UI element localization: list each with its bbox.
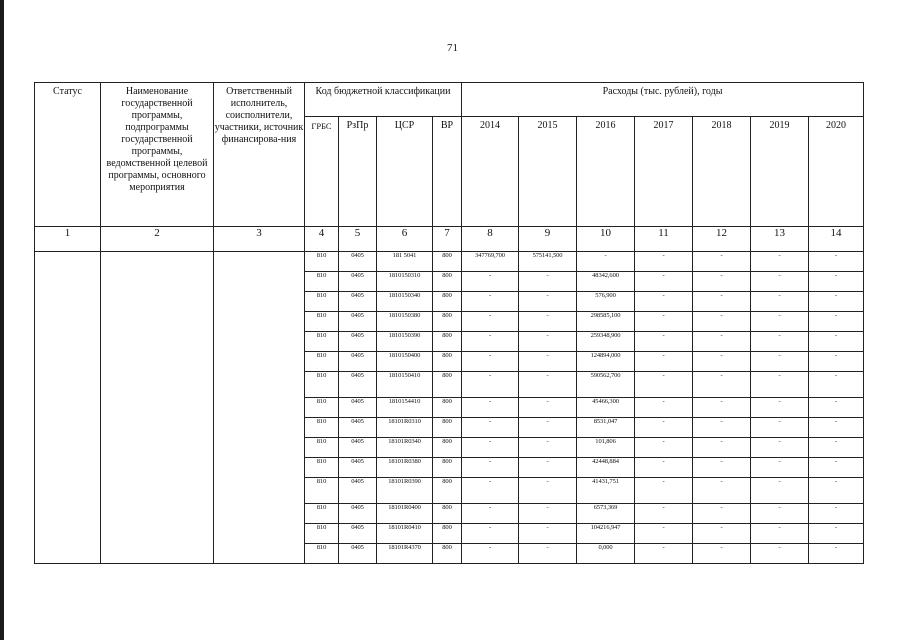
status-cell xyxy=(35,252,101,564)
grbs-cell: 810 xyxy=(305,418,339,438)
value-2018: - xyxy=(693,544,751,564)
vr-cell: 800 xyxy=(433,398,462,418)
header-year-2014: 2014 xyxy=(462,117,519,227)
value-2015: 575141,500 xyxy=(519,252,577,272)
rzpr-cell: 0405 xyxy=(339,438,377,458)
value-2017: - xyxy=(635,352,693,372)
table-row xyxy=(35,252,864,272)
header-grbs: ГРБС xyxy=(305,117,339,227)
csr-cell: 1810150400 xyxy=(377,352,433,372)
value-2014: - xyxy=(462,292,519,312)
value-2014: - xyxy=(462,332,519,352)
vr-cell: 800 xyxy=(433,372,462,398)
header-budget-code: Код бюджетной классификации xyxy=(305,83,462,117)
csr-cell: 1810150340 xyxy=(377,292,433,312)
value-2015: - xyxy=(519,332,577,352)
value-2018: - xyxy=(693,332,751,352)
vr-cell: 800 xyxy=(433,418,462,438)
scan-edge-bar xyxy=(0,0,4,640)
value-2018: - xyxy=(693,504,751,524)
value-2015: - xyxy=(519,398,577,418)
rzpr-cell: 0405 xyxy=(339,352,377,372)
header-year-2017: 2017 xyxy=(635,117,693,227)
column-number: 8 xyxy=(462,227,519,252)
value-2019: - xyxy=(751,418,809,438)
vr-cell: 800 xyxy=(433,312,462,332)
grbs-cell: 810 xyxy=(305,504,339,524)
value-2020: - xyxy=(809,458,864,478)
value-2014: - xyxy=(462,272,519,292)
grbs-cell: 810 xyxy=(305,272,339,292)
value-2018: - xyxy=(693,372,751,398)
column-number: 6 xyxy=(377,227,433,252)
value-2018: - xyxy=(693,478,751,504)
value-2020: - xyxy=(809,478,864,504)
value-2018: - xyxy=(693,524,751,544)
csr-cell: 18101R0310 xyxy=(377,418,433,438)
value-2017: - xyxy=(635,332,693,352)
value-2016: 0,000 xyxy=(577,544,635,564)
value-2015: - xyxy=(519,372,577,398)
value-2017: - xyxy=(635,458,693,478)
value-2015: - xyxy=(519,352,577,372)
value-2016: 104216,947 xyxy=(577,524,635,544)
grbs-cell: 810 xyxy=(305,524,339,544)
grbs-cell: 810 xyxy=(305,292,339,312)
csr-cell: 18101R0400 xyxy=(377,504,433,524)
header-executor: Ответственный исполнитель, соисполнители, участники, источник финансирова-ния xyxy=(214,83,305,227)
value-2014: - xyxy=(462,372,519,398)
column-number: 1 xyxy=(35,227,101,252)
value-2017: - xyxy=(635,478,693,504)
csr-cell: 18101R0340 xyxy=(377,438,433,458)
grbs-cell: 810 xyxy=(305,312,339,332)
csr-cell: 18101R0390 xyxy=(377,478,433,504)
value-2018: - xyxy=(693,292,751,312)
program-name-cell xyxy=(101,252,214,564)
value-2020: - xyxy=(809,524,864,544)
header-vr: ВР xyxy=(433,117,462,227)
value-2014: - xyxy=(462,418,519,438)
value-2015: - xyxy=(519,544,577,564)
rzpr-cell: 0405 xyxy=(339,524,377,544)
vr-cell: 800 xyxy=(433,478,462,504)
executor-cell xyxy=(214,252,305,564)
rzpr-cell: 0405 xyxy=(339,398,377,418)
value-2015: - xyxy=(519,504,577,524)
value-2018: - xyxy=(693,252,751,272)
value-2020: - xyxy=(809,272,864,292)
vr-cell: 800 xyxy=(433,458,462,478)
header-csr: ЦСР xyxy=(377,117,433,227)
value-2016: 8531,047 xyxy=(577,418,635,438)
value-2014: - xyxy=(462,352,519,372)
csr-cell: 1810154410 xyxy=(377,398,433,418)
value-2018: - xyxy=(693,438,751,458)
rzpr-cell: 0405 xyxy=(339,252,377,272)
value-2020: - xyxy=(809,398,864,418)
value-2016: - xyxy=(577,252,635,272)
column-number: 5 xyxy=(339,227,377,252)
value-2019: - xyxy=(751,544,809,564)
column-number-row xyxy=(35,227,864,252)
value-2014: - xyxy=(462,438,519,458)
column-number: 14 xyxy=(809,227,864,252)
grbs-cell: 810 xyxy=(305,478,339,504)
value-2018: - xyxy=(693,458,751,478)
header-expenses: Расходы (тыс. рублей), годы xyxy=(462,83,864,117)
value-2019: - xyxy=(751,398,809,418)
grbs-cell: 810 xyxy=(305,332,339,352)
vr-cell: 800 xyxy=(433,524,462,544)
csr-cell: 18101R4370 xyxy=(377,544,433,564)
header-rzpr: РзПр xyxy=(339,117,377,227)
value-2019: - xyxy=(751,332,809,352)
value-2019: - xyxy=(751,438,809,458)
column-number: 10 xyxy=(577,227,635,252)
csr-cell: 18101R0410 xyxy=(377,524,433,544)
value-2019: - xyxy=(751,372,809,398)
value-2020: - xyxy=(809,292,864,312)
column-number: 7 xyxy=(433,227,462,252)
value-2020: - xyxy=(809,438,864,458)
table-body xyxy=(35,252,864,564)
value-2020: - xyxy=(809,352,864,372)
value-2020: - xyxy=(809,544,864,564)
value-2017: - xyxy=(635,524,693,544)
value-2019: - xyxy=(751,292,809,312)
value-2019: - xyxy=(751,252,809,272)
value-2018: - xyxy=(693,398,751,418)
value-2016: 42448,884 xyxy=(577,458,635,478)
grbs-cell: 810 xyxy=(305,458,339,478)
grbs-cell: 810 xyxy=(305,252,339,272)
value-2018: - xyxy=(693,352,751,372)
value-2015: - xyxy=(519,272,577,292)
column-number: 2 xyxy=(101,227,214,252)
value-2018: - xyxy=(693,418,751,438)
value-2019: - xyxy=(751,478,809,504)
value-2017: - xyxy=(635,418,693,438)
value-2017: - xyxy=(635,398,693,418)
header-year-2016: 2016 xyxy=(577,117,635,227)
header-year-2018: 2018 xyxy=(693,117,751,227)
value-2014: - xyxy=(462,458,519,478)
vr-cell: 800 xyxy=(433,332,462,352)
value-2016: 45466,300 xyxy=(577,398,635,418)
header-year-2020: 2020 xyxy=(809,117,864,227)
value-2019: - xyxy=(751,312,809,332)
csr-cell: 1810150410 xyxy=(377,372,433,398)
value-2017: - xyxy=(635,372,693,398)
value-2018: - xyxy=(693,312,751,332)
value-2016: 124894,000 xyxy=(577,352,635,372)
value-2015: - xyxy=(519,418,577,438)
value-2020: - xyxy=(809,504,864,524)
value-2016: 298585,100 xyxy=(577,312,635,332)
value-2017: - xyxy=(635,252,693,272)
vr-cell: 800 xyxy=(433,352,462,372)
column-number: 13 xyxy=(751,227,809,252)
rzpr-cell: 0405 xyxy=(339,372,377,398)
value-2020: - xyxy=(809,332,864,352)
grbs-cell: 810 xyxy=(305,544,339,564)
value-2019: - xyxy=(751,504,809,524)
column-number: 12 xyxy=(693,227,751,252)
value-2015: - xyxy=(519,478,577,504)
value-2014: - xyxy=(462,478,519,504)
budget-table xyxy=(34,82,864,564)
header-program-name: Наименование государственной программы, подпрограммы государственной программы, ведомственной целевой программы, основного мероприятия xyxy=(101,83,214,227)
value-2017: - xyxy=(635,292,693,312)
rzpr-cell: 0405 xyxy=(339,544,377,564)
vr-cell: 800 xyxy=(433,504,462,524)
value-2017: - xyxy=(635,312,693,332)
vr-cell: 800 xyxy=(433,252,462,272)
value-2020: - xyxy=(809,312,864,332)
value-2014: - xyxy=(462,398,519,418)
value-2019: - xyxy=(751,524,809,544)
header-year-2015: 2015 xyxy=(519,117,577,227)
value-2014: - xyxy=(462,524,519,544)
value-2016: 576,900 xyxy=(577,292,635,312)
value-2016: 259348,900 xyxy=(577,332,635,352)
value-2017: - xyxy=(635,272,693,292)
rzpr-cell: 0405 xyxy=(339,418,377,438)
value-2015: - xyxy=(519,312,577,332)
value-2014: - xyxy=(462,544,519,564)
csr-cell: 1810150310 xyxy=(377,272,433,292)
vr-cell: 800 xyxy=(433,544,462,564)
value-2014: - xyxy=(462,504,519,524)
csr-cell: 1810150380 xyxy=(377,312,433,332)
value-2015: - xyxy=(519,292,577,312)
value-2016: 41431,751 xyxy=(577,478,635,504)
column-number: 3 xyxy=(214,227,305,252)
vr-cell: 800 xyxy=(433,438,462,458)
csr-cell: 1810150390 xyxy=(377,332,433,352)
header-status: Статус xyxy=(35,83,101,227)
value-2016: 101,806 xyxy=(577,438,635,458)
column-number: 9 xyxy=(519,227,577,252)
grbs-cell: 810 xyxy=(305,438,339,458)
grbs-cell: 810 xyxy=(305,372,339,398)
value-2019: - xyxy=(751,458,809,478)
vr-cell: 800 xyxy=(433,272,462,292)
csr-cell: 18101R0380 xyxy=(377,458,433,478)
value-2016: 590562,700 xyxy=(577,372,635,398)
rzpr-cell: 0405 xyxy=(339,478,377,504)
value-2020: - xyxy=(809,418,864,438)
value-2014: 347769,700 xyxy=(462,252,519,272)
rzpr-cell: 0405 xyxy=(339,312,377,332)
value-2015: - xyxy=(519,438,577,458)
page-number: 71 xyxy=(447,42,458,54)
rzpr-cell: 0405 xyxy=(339,272,377,292)
value-2019: - xyxy=(751,272,809,292)
csr-cell: 181 5041 xyxy=(377,252,433,272)
value-2019: - xyxy=(751,352,809,372)
value-2016: 48342,600 xyxy=(577,272,635,292)
rzpr-cell: 0405 xyxy=(339,332,377,352)
value-2017: - xyxy=(635,438,693,458)
value-2017: - xyxy=(635,504,693,524)
value-2015: - xyxy=(519,524,577,544)
value-2016: 6573,369 xyxy=(577,504,635,524)
value-2020: - xyxy=(809,252,864,272)
grbs-cell: 810 xyxy=(305,398,339,418)
header-year-2019: 2019 xyxy=(751,117,809,227)
vr-cell: 800 xyxy=(433,292,462,312)
rzpr-cell: 0405 xyxy=(339,458,377,478)
value-2020: - xyxy=(809,372,864,398)
value-2017: - xyxy=(635,544,693,564)
grbs-cell: 810 xyxy=(305,352,339,372)
column-number: 4 xyxy=(305,227,339,252)
value-2018: - xyxy=(693,272,751,292)
rzpr-cell: 0405 xyxy=(339,504,377,524)
rzpr-cell: 0405 xyxy=(339,292,377,312)
value-2015: - xyxy=(519,458,577,478)
column-number: 11 xyxy=(635,227,693,252)
value-2014: - xyxy=(462,312,519,332)
